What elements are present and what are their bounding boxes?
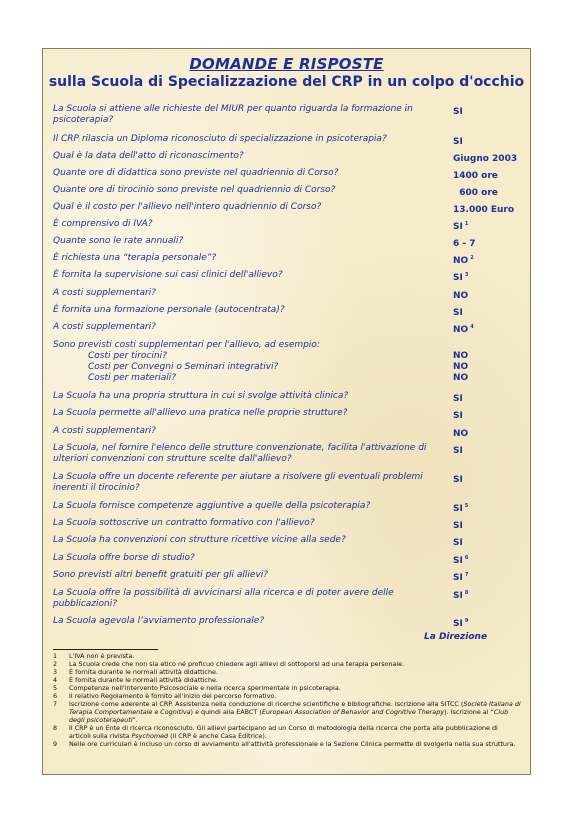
answer: SI	[453, 521, 463, 531]
answer: SI $^5$	[453, 503, 469, 514]
question: A costi supplementari?	[53, 322, 156, 332]
answer: NO $^2$	[453, 255, 474, 266]
answer: 1400 ore	[453, 171, 498, 181]
cost-item: Costi per Convegni o Seminari integrativi?	[88, 362, 279, 372]
answer: SI	[453, 538, 463, 548]
question: La Scuola ha una propria struttura in cui si svolge attività clinica?	[53, 391, 349, 401]
answer: 600 ore	[453, 188, 498, 198]
question: Sono previsti altri benefit gratuiti per gli allievi?	[53, 570, 269, 580]
answer: SI $^6$	[453, 555, 469, 566]
answer: Giugno 2003	[453, 154, 518, 164]
question: È richiesta una “terapia personale”?	[53, 253, 217, 263]
answer: NO $^4$	[453, 324, 474, 335]
question: Il CRP rilascia un Diploma riconosciuto di specializzazione in psicoterapia?	[53, 134, 387, 144]
answer: SI $^1$	[453, 221, 469, 232]
question: È comprensivo di IVA?	[53, 219, 153, 229]
answer: SI $^7$	[453, 572, 469, 583]
page-title: DOMANDE E RISPOSTE	[189, 55, 384, 73]
footnote-divider	[53, 649, 158, 650]
question: La Scuola ha convenzioni con strutture ricettive vicine alla sede?	[53, 535, 346, 545]
answer: SI	[453, 137, 463, 147]
question: La Scuola, nel fornire l'elenco delle strutture convenzionate, facilita l'attivazione di ulteriori convenzioni con strutture scelte dall'allievo?	[53, 443, 427, 464]
cost-item: Costi per materiali?	[88, 373, 177, 383]
answer: SI	[453, 475, 463, 485]
question: La Scuola offre borse di studio?	[53, 553, 195, 563]
answer: NO	[453, 291, 469, 301]
question: A costi supplementari?	[53, 426, 156, 436]
question: La Scuola permette all'allievo una pratica nelle proprie strutture?	[53, 408, 348, 418]
question: La Scuola si attiene alle richieste del MIUR per quanto riguarda la formazione in psicoterapia?	[53, 104, 413, 125]
question: Quante ore di didattica sono previste nel quadriennio di Corso?	[53, 168, 339, 178]
question: La Scuola agevola l’avviamento professionale?	[53, 616, 265, 626]
question: È fornita una formazione personale (autocentrata)?	[53, 305, 285, 315]
question: Qual è la data dell'atto di riconoscimento?	[53, 151, 244, 161]
question: La Scuola fornisce competenze aggiuntive a quelle della psicoterapia?	[53, 501, 371, 511]
question: Sono previsti costi supplementari per l'allievo, ad esempio:	[53, 340, 320, 350]
answer: NO	[453, 373, 469, 383]
answer: SI	[453, 394, 463, 404]
answer: NO	[453, 429, 469, 439]
answer: SI $^9$	[453, 618, 469, 629]
question: La Scuola sottoscrive un contratto formativo con l'allievo?	[53, 518, 315, 528]
document-page: DOMANDE E RISPOSTE sulla Scuola di Specializzazione del CRP in un colpo d'occhio La Scuola si attiene alle richieste del MIUR per quanto riguarda la formazione in psicoterapia? SI Il CRP rilascia un Diploma riconosciuto di specializzazione in psicoterapia? SI Qual è la data dell'atto di riconoscimento? Giugno 2003 Quante ore di didattica sono previste nel quadriennio di Corso? 1400 ore Quante ore di tirocinio sono previste nel quadriennio di Corso? 600 ore Qual è il costo per l'allievo nell'intero quadriennio di Corso? 13.000 Euro È comprensivo di IVA? SI $^1$ Quante sono le rate annuali? 6 - 7 È richiesta una “terapia personale”? NO $^2$ È fornita la supervisione sui casi clinici dell'allievo? SI $^3$ A costi supplementari? NO È fornita una formazione personale (autocentrata)? SI A costi supplementari? NO $^4$ Sono previsti costi supplementari per l'allievo, ad esempio: Costi per tirocini? NO Costi per Convegni o Seminari integrativi? NO Costi per materiali? NO La Scuola ha una propria struttura in cui si svolge attività clinica? SI La Scuola permette all'allievo una pratica nelle proprie strutture? SI A costi supplementari? NO La Scuola, nel fornire l'elenco delle strutture convenzionate, facilita l'attivazione di ulteriori convenzioni con strutture scelte dall'allievo? SI La Scuola offre un docente referente per aiutare a risolvere gli eventuali problemi inerenti il tirocinio? SI La Scuola fornisce competenze aggiuntive a quelle della psicoterapia? SI $^5$ La Scuola sottoscrive un contratto formativo con l'allievo? SI La Scuola ha convenzioni con strutture ricettive vicine alla sede? SI La Scuola offre borse di studio? SI $^6$ Sono previsti altri benefit gratuiti per gli allievi? SI $^7$ La Scuola offre la possibilità di avvicinarsi alla ricerca e di poter avere delle pubblicazioni? SI $^8$ La Scuola agevola l’avviamento professionale? SI $^9$ La Direzione 1 L'IVA non è prevista. 2 La Scuola crede che non sia etico né proficuo chiedere agli allievi di sottoporsi ad una terapia personale. 3 È fornita durante le normali attività didattiche. 4 È fornita durante le normali attività didattiche. 5 Competenze nell'intervento Psicosociale e nella ricerca sperimentale in psicoterapia. 6 Il relativo Regolamento è fornito all'inizio del percorso formativo. 7 Iscrizione come aderente al CRP. Assistenza nella conduzione di ricerche scientifiche e bibliografiche. Iscrizione alla SITCC (Società Italiana di Terapia Comportamentale e Cognitiva) e quindi alla EABCT (European Association of Behavior and Cognitive Therapy). Iscrizione al “Club degli psicoterapeuti”. 8 Il CRP è un Ente di ricerca riconosciuto. Gli allievi partecipano ad un Corso di metodologia della ricerca che porta alla pubblicazione di articoli sulla rivista Psychomed (il CRP è anche Casa Editrice). 9 Nelle ore curriculari è incluso un corso di avviamento all'attività professionale e la Sezione Clinica permette di svolgerla nella sua struttura.	[42, 48, 531, 775]
question: È fornita la supervisione sui casi clinici dell'allievo?	[53, 270, 283, 280]
answer: SI $^3$	[453, 272, 469, 283]
answer: SI $^8$	[453, 590, 469, 601]
question: Quante sono le rate annuali?	[53, 236, 184, 246]
answer: SI	[453, 411, 463, 421]
answer: 6 - 7	[453, 239, 476, 249]
question: A costi supplementari?	[53, 288, 156, 298]
page-subtitle: sulla Scuola di Specializzazione del CRP in un colpo d'occhio	[48, 74, 525, 90]
signature: La Direzione	[424, 632, 488, 642]
question: Qual è il costo per l'allievo nell'intero quadriennio di Corso?	[53, 202, 322, 212]
answer: SI	[453, 107, 463, 117]
answer: 13.000 Euro	[453, 205, 515, 215]
question: Quante ore di tirocinio sono previste nel quadriennio di Corso?	[53, 185, 336, 195]
answer: NO	[453, 362, 469, 372]
question: La Scuola offre la possibilità di avvicinarsi alla ricerca e di poter avere delle pubblicazioni?	[53, 588, 394, 609]
question: La Scuola offre un docente referente per aiutare a risolvere gli eventuali problemi inerenti il tirocinio?	[53, 472, 423, 493]
answer: SI	[453, 446, 463, 456]
answer: NO	[453, 351, 469, 361]
cost-item: Costi per tirocini?	[88, 351, 167, 361]
answer: SI	[453, 308, 463, 318]
